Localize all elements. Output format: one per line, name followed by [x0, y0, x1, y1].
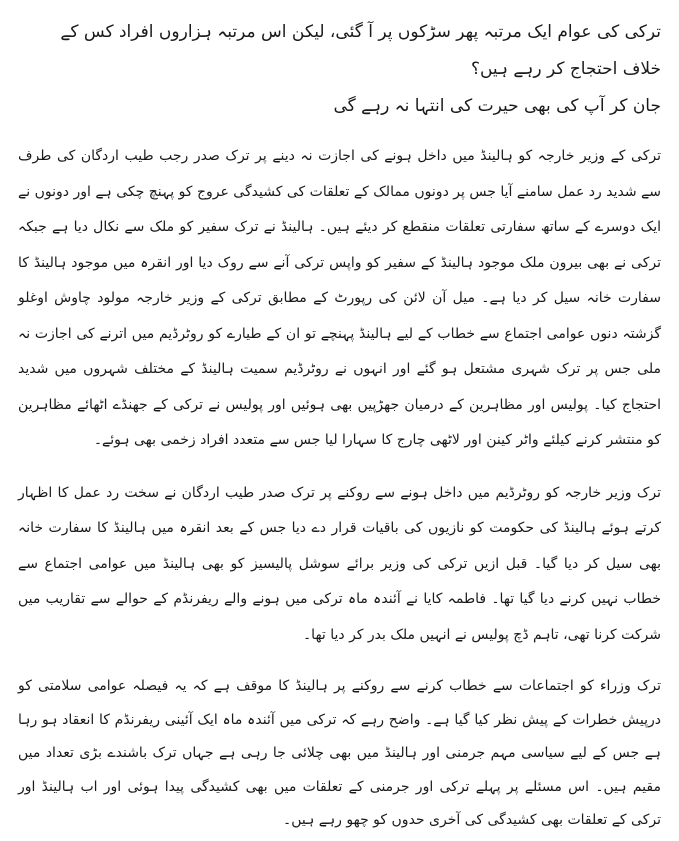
article-paragraph-1: ترکی کے وزیر خارجہ کو ہالینڈ میں داخل ہونے کی اجازت نہ دینے پر ترک صدر رجب طیب اردگان کی طرف سے شدید رد عمل سامنے آیا جس پر دونوں ممالک کے تعلقات کی کشیدگی عروج کو پہنچ چکی ہے اور دونوں نے ایک دوسرے کے ساتھ سفارتی تعلقات منقطع کر دیئے ہیں۔ ہالینڈ نے ترک سفیر کو ملک سے نکال دیا ہے جبکہ ترکی نے بھی بیرون ملک موجود ہالینڈ کے سفیر کو واپس ترکی آنے سے روک دیا اور انقرہ میں موجود ہالینڈ کا سفارت خانہ سیل کر دیا ہے۔ میل آن لائن کی رپورٹ کے مطابق ترکی کے وزیر خارجہ مولود چاوش اوغلو گزشتہ دنوں عوامی اجتماع سے خطاب کے لیے ہالینڈ پہنچے تو ان کے طیارے کو روٹرڈیم میں اترنے کی اجازت نہ ملی جس پر ترک شہری مشتعل ہو گئے اور انہوں نے روٹرڈیم سمیت ہالینڈ کے مختلف شہروں میں شدید احتجاج کیا۔ پولیس اور مظاہرین کے درمیان جھڑپیں بھی ہوئیں اور پولیس نے ترکی کے جھنڈے اٹھائے مظاہرین کو منتشر کرنے کیلئے واٹر کینن اور لاٹھی چارج کا سہارا لیا جس سے متعدد افراد زخمی بھی ہوئے۔ [18, 148, 661, 448]
headline-line-2: جان کر آپ کی بھی حیرت کی انتہا نہ رہے گی [333, 96, 661, 116]
article-paragraph-2: ترک وزیر خارجہ کو روٹرڈیم میں داخل ہونے سے روکنے پر ترک صدر طیب اردگان نے سخت رد عمل کا اظہار کرتے ہوئے ہالینڈ کی حکومت کو نازیوں کی باقیات قرار دے دیا جس کے بعد انقرہ میں ہالینڈ کا سفارت خانہ بھی سیل کر دیا گیا۔ قبل ازیں ترکی کی وزیر برائے سوشل پالیسیز کو بھی ہالینڈ میں عوامی اجتماع سے خطاب نہیں کرنے دیا گیا تھا۔ فاطمہ کایا نے آئندہ ماہ ترکی میں ہونے والے ریفرنڈم کے حوالے سے تقاریب میں شرکت کرنا تھی، تاہم ڈچ پولیس نے انہیں ملک بدر کر دیا تھا۔ [18, 484, 661, 643]
headline-line-1: ترکی کی عوام ایک مرتبہ پھر سڑکوں پر آ گئی، لیکن اس مرتبہ ہزاروں افراد کس کے خلاف احتجاج کر رہے ہیں؟ [60, 22, 661, 79]
article-headline [18, 14, 661, 125]
article-paragraph-3: ترک وزراء کو اجتماعات سے خطاب کرنے سے روکنے پر ہالینڈ کا موقف ہے کہ یہ فیصلہ عوامی سلامتی کو درپیش خطرات کے پیش نظر کیا گیا ہے۔ واضح رہے کہ ترکی میں آئندہ ماہ ایک آئینی ریفرنڈم کا انعقاد ہو رہا ہے جس کے لیے سیاسی مہم جرمنی اور ہالینڈ میں بھی چلائی جا رہی ہے جہاں ترک باشندے بڑی تعداد میں مقیم ہیں۔ اس مسئلے پر پہلے ترکی اور جرمنی کے تعلقات میں بھی کشیدگی پیدا ہوئی اور اب ہالینڈ اور ترکی کے تعلقات بھی کشیدگی کی آخری حدوں کو چھو رہے ہیں۔ [18, 678, 661, 828]
